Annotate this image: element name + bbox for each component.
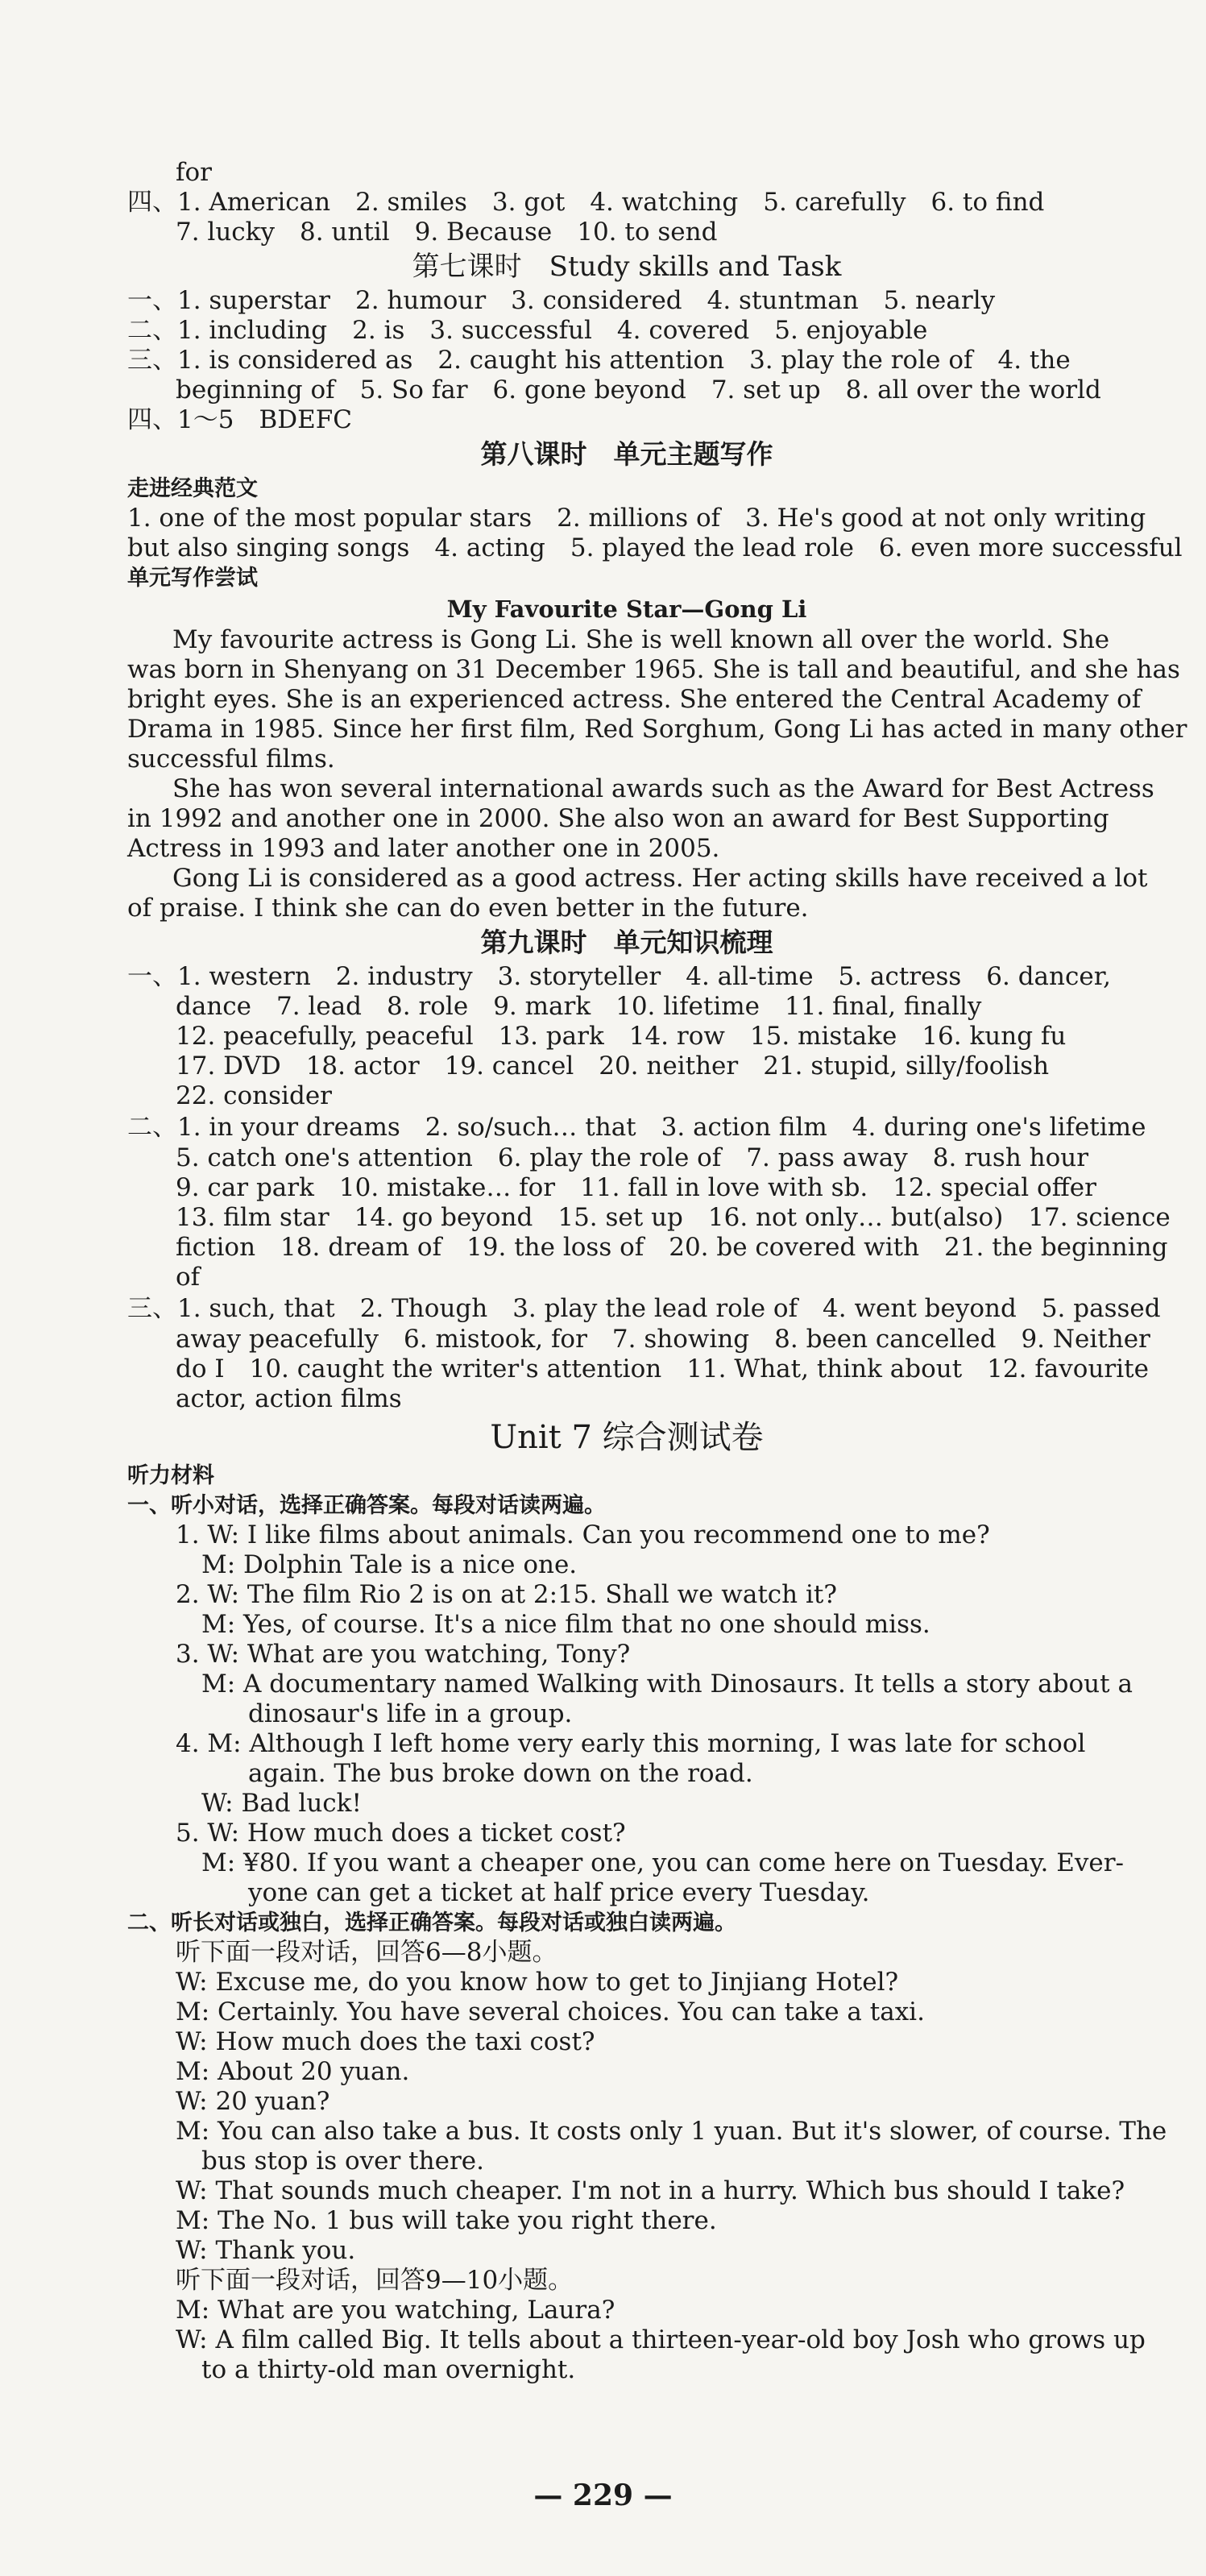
dialogue-line: W: That sounds much cheaper. I'm not in a hurry. Which bus should I take? (176, 2176, 1125, 2205)
dialogue-line: to a thirty-old man overnight. (201, 2355, 576, 2384)
text-line: for (176, 158, 212, 187)
text-line: 1. one of the most popular stars 2. millions of 3. He's good at not only writing (127, 504, 1146, 533)
essay-line: Drama in 1985. Since her first film, Red Sorghum, Gong Li has acted in many other (127, 715, 1187, 744)
text-line: beginning of 5. So far 6. gone beyond 7. set up 8. all over the world (176, 375, 1101, 404)
dialogue-line: 2. W: The film Rio 2 is on at 2:15. Shall we watch it? (176, 1580, 837, 1609)
section-instruction: 一、听小对话，选择正确答案。每段对话读两遍。 (127, 1493, 606, 1518)
dialogue-line: M: Certainly. You have several choices. You can take a taxi. (176, 1997, 925, 2026)
text-line: but also singing songs 4. acting 5. played the lead role 6. even more successful (127, 533, 1183, 562)
text-line: of (176, 1263, 201, 1292)
dialogue-line: 3. W: What are you watching, Tony? (176, 1640, 631, 1669)
dialogue-line: W: A film called Big. It tells about a thirteen-year-old boy Josh who grows up (176, 2325, 1146, 2354)
text-line: 5. catch one's attention 6. play the role of 7. pass away 8. rush hour (176, 1143, 1089, 1172)
dialogue-line: M: The No. 1 bus will take you right there. (176, 2206, 717, 2235)
text-line: away peacefully 6. mistook, for 7. showing 8. been cancelled 9. Neither (176, 1325, 1150, 1354)
text-line: 9. car park 10. mistake… for 11. fall in love with sb. 12. special offer (176, 1173, 1096, 1202)
text-line: 12. peacefully, peaceful 13. park 14. row 15. mistake 16. kung fu (176, 1022, 1067, 1051)
text-line: do I 10. caught the writer's attention 11. What, think about 12. favourite (176, 1354, 1149, 1383)
dialogue-line: M: Yes, of course. It's a nice film that no one should miss. (201, 1610, 930, 1639)
text-line: 22. consider (176, 1081, 332, 1110)
text-line: 17. DVD 18. actor 19. cancel 20. neither 21. stupid, silly/foolish (176, 1052, 1050, 1081)
dialogue-line: M: About 20 yuan. (176, 2057, 410, 2086)
dialogue-line: M: You can also take a bus. It costs only 1 yuan. But it's slower, of course. The (176, 2117, 1167, 2146)
text-line: 7. lucky 8. until 9. Because 10. to send (176, 218, 718, 247)
subsection-label: 单元写作尝试 (127, 566, 258, 591)
text-line: 三、1. is considered as 2. caught his attention 3. play the role of 4. the (127, 346, 1071, 375)
essay-title: My Favourite Star—Gong Li (446, 595, 807, 623)
essay-line: successful films. (127, 745, 335, 774)
dialogue-line: M: ¥80. If you want a cheaper one, you can come here on Tuesday. Ever- (201, 1848, 1125, 1877)
dialogue-line: dinosaur's life in a group. (248, 1699, 573, 1728)
text-line: 听下面一段对话，回答9—10小题。 (176, 2266, 574, 2295)
dialogue-line: M: What are you watching, Laura? (176, 2296, 615, 2325)
dialogue-line: M: A documentary named Walking with Dinosaurs. It tells a story about a (201, 1670, 1133, 1699)
dialogue-line: 5. W: How much does a ticket cost? (176, 1819, 626, 1848)
essay-line: of praise. I think she can do even better in the future. (127, 894, 809, 923)
dialogue-line: W: How much does the taxi cost? (176, 2027, 595, 2056)
text-line: dance 7. lead 8. role 9. mark 10. lifetime 11. final, finally (176, 992, 982, 1021)
text-line: actor, action films (176, 1384, 402, 1413)
essay-line: Actress in 1993 and later another one in 2005. (127, 834, 720, 863)
essay-line: My favourite actress is Gong Li. She is well known all over the world. She (172, 625, 1110, 654)
dialogue-line: yone can get a ticket at half price every Tuesday. (248, 1878, 870, 1907)
dialogue-line: W: 20 yuan? (176, 2087, 330, 2116)
dialogue-line: W: Excuse me, do you know how to get to Jinjiang Hotel? (176, 1968, 899, 1997)
text-line: 二、1. in your dreams 2. so/such… that 3. action film 4. during one's lifetime (127, 1113, 1146, 1142)
unit-title: Unit 7 综合测试卷 (490, 1419, 764, 1456)
text-line: fiction 18. dream of 19. the loss of 20. be covered with 21. the beginning (176, 1233, 1168, 1262)
text-line: 一、1. western 2. industry 3. storyteller 4. all-time 5. actress 6. dancer, (127, 962, 1111, 991)
section-heading: 第七课时 Study skills and Task (412, 251, 842, 283)
subsection-label: 听力材料 (127, 1463, 214, 1488)
dialogue-line: bus stop is over there. (201, 2147, 484, 2176)
section-heading: 第九课时 单元知识梳理 (480, 927, 773, 958)
essay-line: was born in Shenyang on 31 December 1965. She is tall and beautiful, and she has (127, 655, 1180, 684)
text-line: 四、1. American 2. smiles 3. got 4. watching 5. carefully 6. to find (127, 188, 1045, 217)
text-line: 听下面一段对话，回答6—8小题。 (176, 1938, 557, 1967)
page-number: — 229 — (533, 2479, 673, 2512)
text-line: 二、1. including 2. is 3. successful 4. covered 5. enjoyable (127, 316, 928, 345)
essay-line: She has won several international awards such as the Award for Best Actress (172, 774, 1154, 803)
text-line: 四、1～5 BDEFC (127, 405, 352, 434)
essay-line: Gong Li is considered as a good actress. Her acting skills have received a lot (172, 864, 1148, 893)
dialogue-line: M: Dolphin Tale is a nice one. (201, 1550, 578, 1579)
section-heading: 第八课时 单元主题写作 (480, 438, 773, 470)
essay-line: in 1992 and another one in 2000. She also won an award for Best Supporting (127, 804, 1109, 833)
text-line: 一、1. superstar 2. humour 3. considered 4. stuntman 5. nearly (127, 286, 996, 315)
answer-page (127, 158, 1187, 2385)
section-instruction: 二、听长对话或独白，选择正确答案。每段对话或独白读两遍。 (127, 1910, 736, 1935)
text-line: 13. film star 14. go beyond 15. set up 16. not only… but(also) 17. science (176, 1203, 1171, 1232)
dialogue-line: W: Bad luck! (201, 1789, 362, 1818)
dialogue-line: 1. W: I like films about animals. Can you recommend one to me? (176, 1520, 990, 1549)
dialogue-line: 4. M: Although I left home very early this morning, I was late for school (176, 1729, 1086, 1758)
text-line: 三、1. such, that 2. Though 3. play the lead role of 4. went beyond 5. passed (127, 1294, 1161, 1323)
subsection-label: 走进经典范文 (127, 476, 258, 501)
dialogue-line: W: Thank you. (176, 2236, 356, 2265)
dialogue-line: again. The bus broke down on the road. (248, 1759, 753, 1788)
essay-line: bright eyes. She is an experienced actress. She entered the Central Academy of (127, 685, 1142, 714)
